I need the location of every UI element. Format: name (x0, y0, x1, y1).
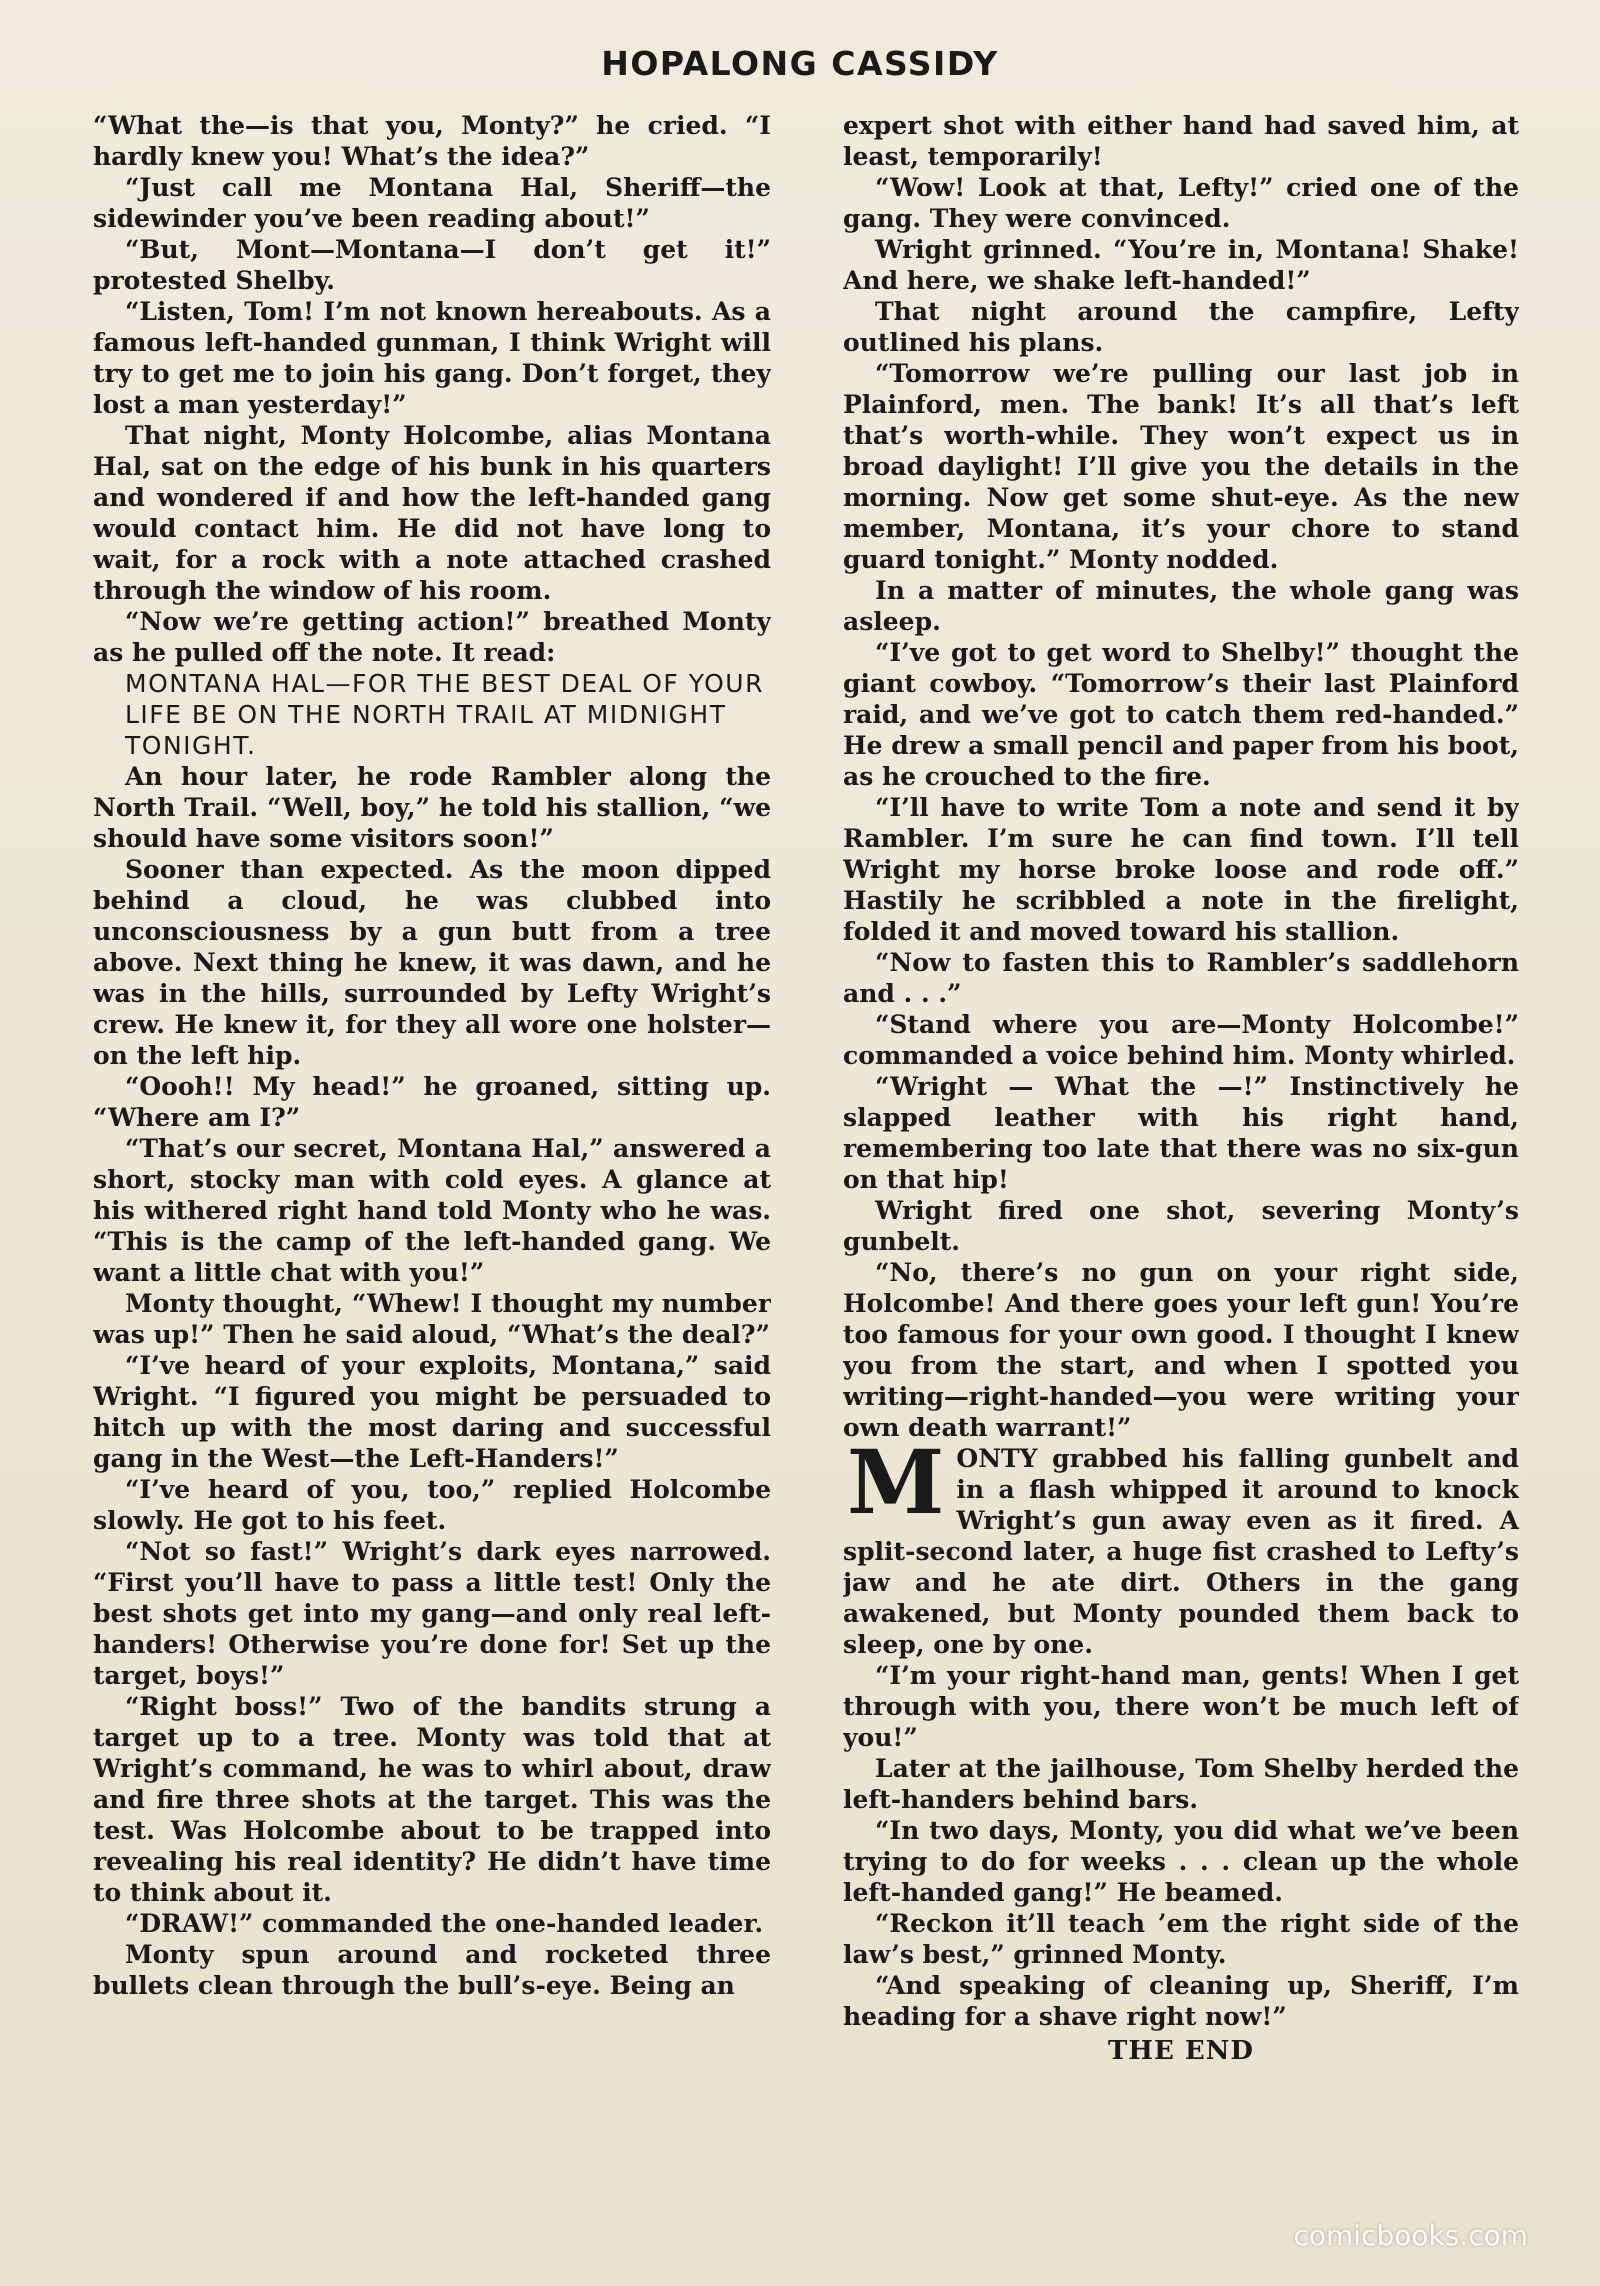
paragraph: “Wright — What the —!” Instinctively he slapped leather with his right hand, remembering too late that there was no six-gun on that hip! (843, 1072, 1519, 1194)
paragraph: “In two days, Monty, you did what we’ve been trying to do for weeks . . . clean up the whole left-handed gang!” He beamed. (843, 1816, 1519, 1907)
paragraph: Monty thought, “Whew! I thought my number was up!” Then he said aloud, “What’s the deal?” (93, 1289, 771, 1349)
paragraph: Wright grinned. “You’re in, Montana! Shake! And here, we shake left-handed!” (843, 235, 1519, 295)
paragraph: “What the—is that you, Monty?” he cried. “I hardly knew you! What’s the idea?” (93, 111, 771, 171)
paragraph: “I’m your right-hand man, gents! When I get through with you, there won’t be much left of you!” (843, 1661, 1519, 1752)
paragraph: “Tomorrow we’re pulling our last job in Plainford, men. The bank! It’s all that’s left that’s worth-while. They won’t expect us in broad daylight! I’ll give you the details in the morning. Now get some shut-eye. As the new member, Montana, it’s your chore to stand guard tonight.” Monty nodded. (843, 359, 1519, 574)
paragraph: expert shot with either hand had saved him, at least, temporarily! (843, 111, 1519, 171)
paragraph: “But, Mont—Montana—I don’t get it!” protested Shelby. (93, 235, 771, 295)
paragraph: An hour later, he rode Rambler along the North Trail. “Well, boy,” he told his stallion, “we should have some visitors soon!” (93, 762, 771, 853)
paragraph: Monty spun around and rocketed three bullets clean through the bull’s-eye. Being an (93, 1940, 771, 2000)
paragraph: “And speaking of cleaning up, Sheriff, I’m heading for a shave right now!” (843, 1971, 1519, 2031)
paragraph: “Just call me Montana Hal, Sheriff—the sidewinder you’ve been reading about!” (93, 173, 771, 233)
paragraph: “Wow! Look at that, Lefty!” cried one of the gang. They were convinced. (843, 173, 1519, 233)
paragraph: That night, Monty Holcombe, alias Montana Hal, sat on the edge of his bunk in his quarters and wondered if and how the left-handed gang would contact him. He did not have long to wait, for a rock with a note attached crashed through the window of his room. (93, 421, 771, 605)
paragraph: “DRAW!” commanded the one-handed leader. (125, 1909, 764, 1938)
paragraph: “Right boss!” Two of the bandits strung a target up to a tree. Monty was told that at Wright’s command, he was to whirl about, draw and fire three shots at the target. This was the test. Was Holcombe about to be trapped into revealing his real identity? He didn’t have time to think about it. (93, 1692, 771, 1907)
paragraph: “Stand where you are—Monty Holcombe!” commanded a voice behind him. Monty whirled. (843, 1010, 1519, 1070)
paragraph: “That’s our secret, Montana Hal,” answered a short, stocky man with cold eyes. A glance at his withered right hand told Monty who he was. “This is the camp of the left-handed gang. We want a little chat with you!” (93, 1134, 771, 1287)
page-title: HOPALONG CASSIDY (601, 44, 999, 83)
dropcap-text: ONTY grabbed his falling gunbelt and in a flash whipped it around to knock Wright’s gun away even as it fired. A split-second later, a huge fist crashed to Lefty’s jaw and he ate dirt. Others in the gang awakened, but Monty pounded them back to sleep, one by one. (843, 1444, 1519, 1659)
paragraph: “I’ve heard of your exploits, Montana,” said Wright. “I figured you might be persuaded to hitch up with the most daring and successful gang in the West—the Left-Handers!” (93, 1351, 771, 1473)
note-text: MONTANA HAL—FOR THE BEST DEAL OF YOUR LIFE BE ON THE NORTH TRAIL AT MIDNIGHT TONIGHT. (125, 669, 764, 760)
watermark: comicbooks.com (1293, 2219, 1528, 2252)
the-end-label: THE END (1108, 2036, 1254, 2066)
right-column (843, 110, 1519, 2120)
paragraph: “Not so fast!” Wright’s dark eyes narrowed. “First you’ll have to pass a little test! Only the best shots get into my gang—and only real left-handers! Otherwise you’re done for! Set up the target, boys!” (93, 1537, 771, 1690)
paragraph: “No, there’s no gun on your right side, Holcombe! And there goes your left gun! You’re too famous for your own good. I thought I knew you from the start, and when I spotted you writing—right-handed—you were writing your own death warrant!” (843, 1258, 1519, 1442)
paragraph: “I’ll have to write Tom a note and send it by Rambler. I’m sure he can find town. I’ll tell Wright my horse broke loose and rode off.” Hastily he scribbled a note in the firelight, folded it and moved toward his stallion. (843, 793, 1519, 946)
paragraph: Later at the jailhouse, Tom Shelby herded the left-handers behind bars. (843, 1754, 1519, 1814)
dropcap-paragraph (843, 1430, 1519, 1660)
paragraph: “Now we’re getting action!” breathed Monty as he pulled off the note. It read: (93, 607, 771, 667)
paragraph: “Now to fasten this to Rambler’s saddlehorn and . . .” (843, 948, 1519, 1008)
paragraph: In a matter of minutes, the whole gang was asleep. (843, 576, 1519, 636)
paragraph: “I’ve got to get word to Shelby!” thought the giant cowboy. “Tomorrow’s their last Plainford raid, and we’ve got to catch them red-handed.” He drew a small pencil and paper from his boot, as he crouched to the fire. (843, 638, 1519, 791)
paragraph: Sooner than expected. As the moon dipped behind a cloud, he was clubbed into unconsciousness by a gun butt from a tree above. Next thing he knew, it was dawn, and he was in the hills, surrounded by Lefty Wright’s crew. He knew it, for they all wore one holster—on the left hip. (93, 855, 771, 1070)
paragraph: That night around the campfire, Lefty outlined his plans. (843, 297, 1519, 357)
paragraph: Wright fired one shot, severing Monty’s gunbelt. (843, 1196, 1519, 1256)
dropcap-letter: M (847, 1430, 945, 1534)
paragraph: “Listen, Tom! I’m not known hereabouts. As a famous left-handed gunman, I think Wright will try to get me to join his gang. Don’t forget, they lost a man yesterday!” (93, 297, 771, 419)
left-column (93, 110, 771, 2120)
paragraph: “Reckon it’ll teach ’em the right side of the law’s best,” grinned Monty. (843, 1909, 1519, 1969)
paragraph: “Oooh!! My head!” he groaned, sitting up. “Where am I?” (93, 1072, 771, 1132)
paragraph: “I’ve heard of you, too,” replied Holcombe slowly. He got to his feet. (93, 1475, 771, 1535)
